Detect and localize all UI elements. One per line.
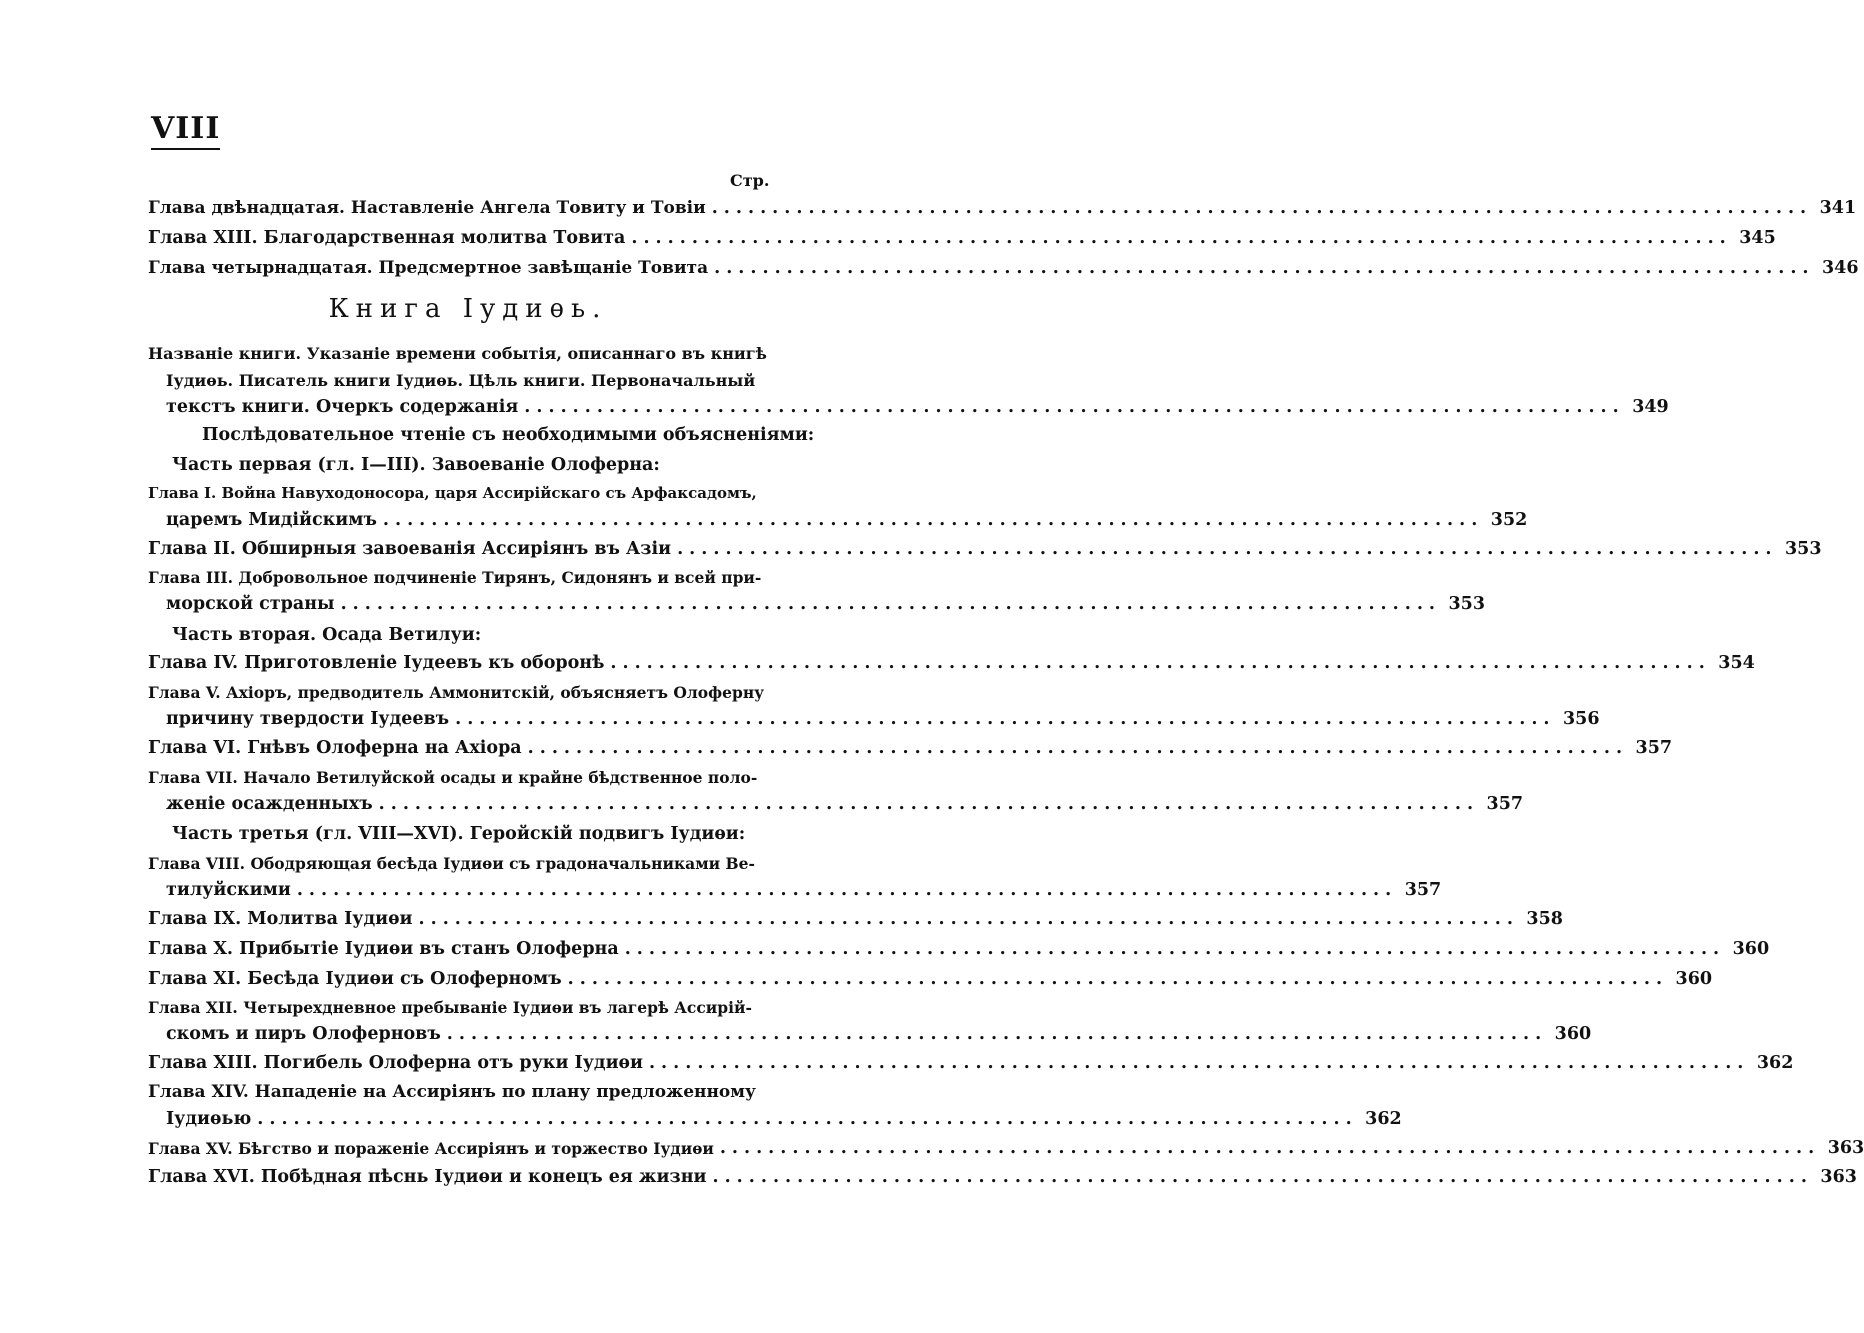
toc-entry[interactable] <box>148 564 1485 618</box>
entry-page: 356 <box>1563 709 1600 729</box>
toc-entry[interactable] <box>148 1135 1864 1162</box>
dot-leader: ........................................................................................... <box>257 1109 1358 1129</box>
entry-title: Глава IX. Молитва Іудиѳи <box>148 909 413 929</box>
toc-entry[interactable] <box>148 966 1713 993</box>
toc-entry[interactable] <box>148 536 1822 563</box>
entry-page: 357 <box>1404 880 1442 900</box>
dot-leader: ........................................................................................... <box>296 880 1398 900</box>
entry-page: 354 <box>1718 653 1755 673</box>
dot-leader: ........................................................................................... <box>624 939 1726 959</box>
entry-title: Глава XI. Бесѣда Іудиѳи съ Олоферномъ <box>148 969 562 989</box>
entry-page: 341 <box>1819 198 1857 218</box>
dot-leader: ........................................................................................... <box>648 1053 1750 1073</box>
dot-leader: ........................................................................................... <box>524 397 1625 417</box>
dot-leader: ........................................................................................... <box>527 738 1629 758</box>
entry-page: 358 <box>1526 909 1563 929</box>
page-column-header: Стр. <box>730 171 770 190</box>
entry-title: Глава четырнадцатая. Предсмертное завѣщаніе Товита <box>148 258 709 278</box>
entry-title-line: Глава VIII. Ободряющая бесѣда Іудиѳи съ градоначальниками Ве- <box>148 854 755 873</box>
toc-entry[interactable] <box>148 650 1755 677</box>
entry-title-line: текстъ книги. Очеркъ содержанія <box>166 397 519 417</box>
dot-leader: ........................................................................................... <box>610 653 1711 673</box>
entry-page: 353 <box>1448 594 1485 614</box>
entry-title: Глава II. Обширныя завоеванія Ассиріянъ въ Азіи <box>148 539 672 559</box>
entry-title-line: Іудиѳью <box>166 1109 252 1129</box>
entry-title: Глава XV. Бѣгство и пораженіе Ассиріянъ и торжество Іудиѳи <box>148 1139 714 1158</box>
entry-title: Глава двѣнадцатая. Наставленіе Ангела Товиту и Товіи <box>148 198 706 218</box>
entry-page: 360 <box>1675 969 1713 989</box>
book-title: Книга Іудиѳь. <box>328 294 608 324</box>
dot-leader: ........................................................................................... <box>677 539 1778 559</box>
part-heading-1: Часть первая (гл. I—III). Завоеваніе Олоферна: <box>172 455 660 475</box>
entry-title-line: Глава XII. Четырехдневное пребываніе Іудиѳи въ лагерѣ Ассирій- <box>148 998 752 1017</box>
toc-entry[interactable] <box>148 850 1442 904</box>
entry-title: Глава VI. Гнѣвъ Олоферна на Ахіора <box>148 738 522 758</box>
entry-page: 357 <box>1635 738 1673 758</box>
toc-entry-intro[interactable] <box>148 340 1669 421</box>
entry-title-line: причину твердости Іудеевъ <box>166 709 450 729</box>
toc-entry[interactable] <box>148 906 1563 933</box>
toc-entry[interactable] <box>148 480 1528 534</box>
part-heading-3: Часть третья (гл. VIII—XVI). Геройскій подвигъ Іудиѳи: <box>172 824 746 844</box>
reading-heading: Послѣдовательное чтеніе съ необходимыми объясненіями: <box>202 425 815 445</box>
entry-title-line: Глава III. Добровольное подчиненіе Тирянъ, Сидонянъ и всей при- <box>148 568 762 587</box>
entry-page: 360 <box>1732 939 1770 959</box>
dot-leader: ........................................................................................... <box>711 198 1813 218</box>
dot-leader: ........................................................................................... <box>446 1024 1548 1044</box>
dot-leader: ........................................................................................... <box>719 1138 1821 1158</box>
dot-leader: ........................................................................................... <box>382 510 1484 530</box>
entry-page: 349 <box>1632 397 1669 417</box>
toc-entry[interactable] <box>148 195 1857 222</box>
dot-leader: ........................................................................................... <box>714 258 1815 278</box>
entry-page: 345 <box>1739 228 1776 248</box>
entry-page: 362 <box>1365 1109 1402 1129</box>
toc-entry[interactable] <box>148 679 1600 733</box>
dot-leader: ........................................................................................... <box>340 594 1441 614</box>
toc-entry[interactable] <box>148 764 1524 818</box>
entry-title-line: Глава VII. Начало Ветилуйской осады и крайне бѣдственное поло- <box>148 768 758 787</box>
entry-page: 363 <box>1827 1138 1864 1158</box>
toc-entry[interactable] <box>148 994 1592 1048</box>
entry-title-line: скомъ и пиръ Олоферновъ <box>166 1024 441 1044</box>
entry-page: 357 <box>1486 794 1524 814</box>
entry-title-line: Названіе книги. Указаніе времени событія, описаннаго въ книгѣ <box>148 344 767 363</box>
entry-page: 362 <box>1756 1053 1794 1073</box>
entry-title-line: Іудиѳь. Писатель книги Іудиѳь. Цѣль книги. Первоначальный <box>166 371 756 390</box>
entry-page: 353 <box>1784 539 1822 559</box>
dot-leader: ........................................................................................... <box>567 969 1669 989</box>
entry-page: 360 <box>1554 1024 1592 1044</box>
page-number: VIII <box>151 112 220 150</box>
dot-leader: ........................................................................................... <box>455 709 1556 729</box>
entry-title-line: морской страны <box>166 594 335 614</box>
toc-entry[interactable] <box>148 735 1673 762</box>
toc-entry[interactable] <box>148 1050 1794 1077</box>
entry-title: Глава X. Прибытіе Іудиѳи въ станъ Олоферна <box>148 939 619 959</box>
entry-title: Глава XIII. Благодарственная молитва Товита <box>148 228 626 248</box>
dot-leader: ........................................................................................... <box>712 1167 1813 1187</box>
entry-title-line: женіе осажденныхъ <box>166 794 373 814</box>
toc-entry[interactable] <box>148 936 1770 963</box>
dot-leader: ........................................................................................... <box>631 228 1732 248</box>
entry-title: Глава XIII. Погибель Олоферна отъ руки Іудиѳи <box>148 1053 643 1073</box>
entry-title-line: Глава V. Ахіоръ, предводитель Аммонитскій, объясняетъ Олоферну <box>148 683 765 702</box>
entry-page: 363 <box>1820 1167 1857 1187</box>
entry-page: 346 <box>1822 258 1859 278</box>
entry-title-line: Глава I. Война Навуходоносора, царя Ассирійскаго съ Арфаксадомъ, <box>148 484 757 502</box>
entry-page: 352 <box>1490 510 1528 530</box>
entry-title-line: тилуйскими <box>166 880 291 900</box>
toc-entry[interactable] <box>148 225 1776 252</box>
dot-leader: ........................................................................................... <box>418 909 1519 929</box>
dot-leader: ........................................................................................... <box>378 794 1480 814</box>
entry-title-line: царемъ Мидійскимъ <box>166 510 377 530</box>
toc-entry[interactable] <box>148 255 1859 282</box>
part-heading-2: Часть вторая. Осада Ветилуи: <box>172 625 482 645</box>
entry-title: Глава IV. Приготовленіе Іудеевъ къ оборонѣ <box>148 653 605 673</box>
entry-title: Глава XVI. Побѣдная пѣснь Іудиѳи и конецъ ея жизни <box>148 1167 707 1187</box>
entry-title-line: Глава XIV. Нападеніе на Ассиріянъ по плану предложенному <box>148 1082 756 1102</box>
toc-entry[interactable] <box>148 1079 1402 1133</box>
toc-entry[interactable] <box>148 1164 1857 1191</box>
